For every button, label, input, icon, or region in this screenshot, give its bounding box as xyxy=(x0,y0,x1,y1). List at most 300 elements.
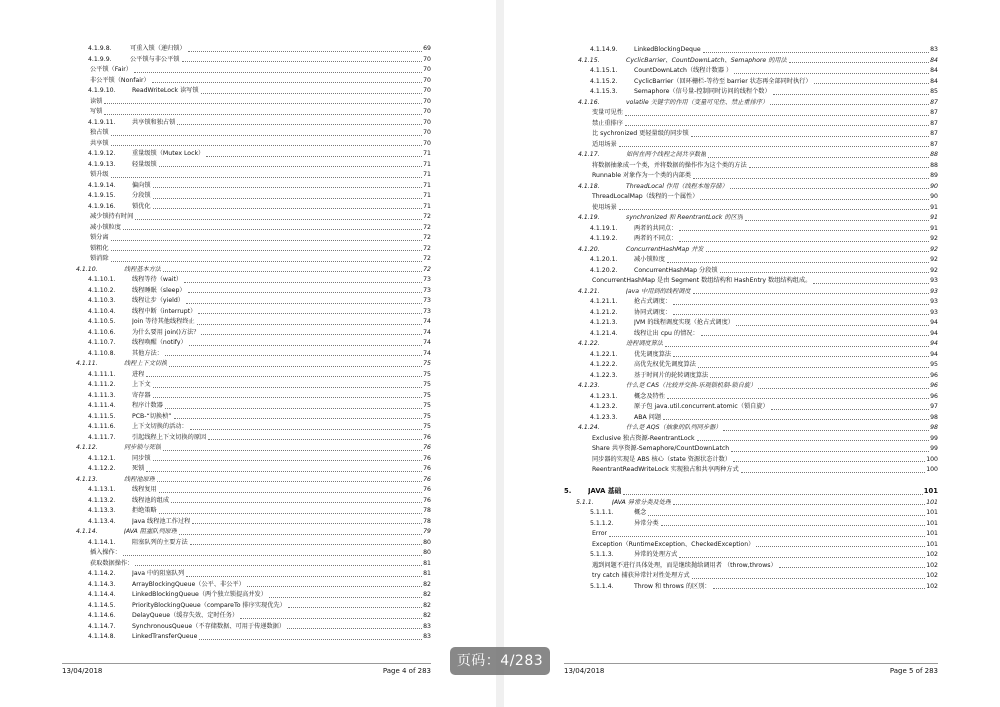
toc-entry[interactable] xyxy=(564,182,938,193)
toc-entry[interactable] xyxy=(62,538,431,549)
toc-entry-page: 73 xyxy=(423,297,431,304)
toc-entry-title: 线程唤醒（notify） xyxy=(132,339,187,346)
toc-entry-page: 101 xyxy=(926,509,938,516)
toc-dot-leader xyxy=(111,261,423,262)
toc-entry[interactable] xyxy=(62,160,431,171)
toc-dot-leader xyxy=(625,115,929,116)
toc-entry-page: 95 xyxy=(930,361,938,368)
toc-entry-number: 4.1.10.1. xyxy=(88,276,116,283)
toc-entry[interactable] xyxy=(564,297,938,308)
toc-entry[interactable] xyxy=(564,540,938,551)
toc-entry[interactable] xyxy=(564,484,938,498)
toc-entry-title: Error xyxy=(592,530,608,537)
toc-entry-number: 4.1.11. xyxy=(76,360,98,367)
toc-dot-leader xyxy=(169,366,422,367)
toc-entry[interactable] xyxy=(564,582,938,593)
toc-entry-page: 76 xyxy=(423,475,431,483)
toc-dot-leader xyxy=(679,241,929,242)
toc-entry[interactable] xyxy=(62,212,431,223)
toc-entry[interactable] xyxy=(564,402,938,413)
toc-entry-page: 102 xyxy=(926,582,938,590)
toc-entry-number: 4.1.21.3. xyxy=(590,319,618,326)
toc-entry-number: 4.1.21. xyxy=(578,287,600,295)
toc-entry[interactable] xyxy=(62,233,431,244)
toc-entry-number: 4.1.9.9. xyxy=(88,55,112,63)
toc-entry-number: 4.1.13.3. xyxy=(88,507,116,514)
toc-dot-leader xyxy=(609,536,925,537)
toc-entry-page: 79 xyxy=(423,528,431,535)
toc-entry[interactable] xyxy=(62,139,431,150)
toc-entry-page: 92 xyxy=(930,256,938,263)
toc-entry-title: 寄存器 xyxy=(132,391,151,399)
toc-entry-title: 两者的共同点： xyxy=(634,224,678,232)
toc-entry[interactable] xyxy=(564,423,938,434)
toc-entry-title: CyclicBarrier（回环栅栏-等待至 barrier 状态再全部同时执行） xyxy=(634,77,812,85)
toc-dot-leader xyxy=(153,460,423,461)
toc-dot-leader xyxy=(713,588,926,589)
toc-entry-page: 93 xyxy=(930,308,938,316)
toc-entry[interactable] xyxy=(62,359,431,370)
toc-entry-title: ReadWriteLock 读写锁 xyxy=(132,87,199,94)
toc-entry-page: 101 xyxy=(923,486,938,495)
toc-entry-page: 81 xyxy=(423,559,431,567)
toc-entry-page: 74 xyxy=(423,349,431,357)
toc-entry-title: 线程复用 xyxy=(132,486,157,493)
toc-dot-leader xyxy=(693,178,929,179)
toc-entry[interactable] xyxy=(62,391,431,402)
toc-entry-number: 4.1.14.7. xyxy=(88,622,116,630)
toc-entry-number: 4.1.14.8. xyxy=(88,633,116,640)
toc-entry-page: 74 xyxy=(423,318,431,325)
toc-entry[interactable] xyxy=(62,170,431,181)
toc-entry-title: LinkedBlockingDeque xyxy=(634,46,701,53)
toc-entry[interactable] xyxy=(62,412,431,423)
toc-entry[interactable] xyxy=(564,266,938,277)
toc-dot-leader xyxy=(623,494,922,495)
toc-entry[interactable] xyxy=(62,401,431,412)
toc-entry-page: 76 xyxy=(423,486,431,493)
toc-dot-leader xyxy=(741,472,926,473)
toc-dot-leader xyxy=(165,355,422,356)
toc-entry-page: 70 xyxy=(423,139,431,147)
toc-entry-number: 4.1.20.2. xyxy=(590,266,618,274)
toc-entry-page: 75 xyxy=(423,402,431,409)
toc-entry-page: 91 xyxy=(930,214,938,221)
toc-entry[interactable] xyxy=(564,519,938,530)
toc-entry[interactable] xyxy=(62,254,431,265)
toc-dot-leader xyxy=(710,377,929,378)
toc-dot-leader xyxy=(770,104,929,105)
toc-entry[interactable] xyxy=(62,181,431,192)
toc-entry[interactable] xyxy=(564,234,938,245)
toc-dot-leader xyxy=(135,219,422,220)
toc-entry[interactable] xyxy=(62,370,431,381)
toc-dot-leader xyxy=(111,250,423,251)
toc-entry[interactable] xyxy=(564,245,938,256)
toc-entry[interactable] xyxy=(62,433,431,444)
toc-entry[interactable] xyxy=(564,339,938,350)
toc-entry-page: 76 xyxy=(423,454,431,462)
toc-entry-page: 75 xyxy=(423,360,431,367)
toc-entry-page: 72 xyxy=(423,223,431,231)
toc-entry-number: 4.1.10.8. xyxy=(88,349,116,357)
toc-entry[interactable] xyxy=(564,350,938,361)
toc-dot-leader xyxy=(174,418,423,419)
toc-entry-number: 4.1.11.5. xyxy=(88,412,116,420)
toc-entry[interactable] xyxy=(564,45,938,56)
toc-entry[interactable] xyxy=(564,455,938,466)
toc-entry-number: 4.1.14.2. xyxy=(88,570,116,577)
toc-entry-page: 87 xyxy=(930,130,938,137)
toc-entry-title: 两者的不同点： xyxy=(634,235,678,242)
toc-entry[interactable] xyxy=(564,413,938,424)
toc-entry[interactable] xyxy=(62,475,431,486)
toc-entry[interactable] xyxy=(62,118,431,129)
toc-entry-page: 93 xyxy=(930,277,938,284)
toc-entry-title: 重量级锁（Mutex Lock） xyxy=(132,150,205,157)
toc-entry-page: 71 xyxy=(423,171,431,178)
toc-entry[interactable] xyxy=(62,485,431,496)
toc-entry[interactable] xyxy=(564,108,938,119)
toc-dot-leader xyxy=(667,398,929,399)
toc-entry-title: PriorityBlockingQueue（compareTo 排序实现优先） xyxy=(132,601,286,609)
toc-dot-leader xyxy=(153,187,423,188)
toc-entry[interactable] xyxy=(62,601,431,612)
toc-entry[interactable] xyxy=(564,161,938,172)
toc-entry-page: 83 xyxy=(423,633,431,640)
toc-entry-title: ArrayBlockingQueue（公平、非公平） xyxy=(132,580,245,588)
document-page-left xyxy=(0,0,496,707)
toc-entry[interactable] xyxy=(62,244,431,255)
toc-entry[interactable] xyxy=(564,392,938,403)
toc-dot-leader xyxy=(745,220,929,221)
toc-entry-page: 73 xyxy=(423,286,431,294)
toc-entry-title: 使用场景 xyxy=(592,203,617,211)
toc-entry[interactable] xyxy=(62,632,431,643)
toc-entry-title: 减小锁粒度 xyxy=(90,223,121,231)
toc-entry-number: 4.1.17. xyxy=(578,151,600,158)
toc-entry-title: 线程基本方法 xyxy=(124,265,162,273)
toc-entry-title: DelayQueue（缓存失效、定时任务） xyxy=(132,612,239,619)
toc-entry[interactable] xyxy=(62,328,431,339)
toc-entry[interactable] xyxy=(62,569,431,580)
toc-entry[interactable] xyxy=(62,506,431,517)
toc-entry-title: LinkedTransferQueue xyxy=(132,633,198,640)
toc-entry-title: Share 共享资源-Semaphore/CountDownLatch xyxy=(592,445,730,452)
toc-dot-leader xyxy=(206,156,422,157)
toc-entry-page: 70 xyxy=(423,66,431,73)
toc-entry-page: 100 xyxy=(926,455,938,463)
toc-entry-number: 4.1.18. xyxy=(578,182,600,190)
toc-dot-leader xyxy=(240,618,422,619)
toc-entry[interactable] xyxy=(564,444,938,455)
toc-entry-page: 82 xyxy=(423,601,431,609)
toc-entry-number: 4.1.11.2. xyxy=(88,381,116,388)
toc-entry[interactable] xyxy=(564,550,938,561)
toc-dot-leader xyxy=(789,62,929,63)
toc-entry[interactable] xyxy=(564,150,938,161)
toc-dot-leader xyxy=(111,135,423,136)
toc-entry-page: 72 xyxy=(423,255,431,262)
toc-entry[interactable] xyxy=(62,590,431,601)
toc-entry-number: 4.1.10.5. xyxy=(88,318,116,325)
toc-entry[interactable] xyxy=(564,360,938,371)
toc-entry-number: 4.1.11.4. xyxy=(88,402,116,409)
toc-entry-page: 87 xyxy=(930,119,938,127)
toc-entry[interactable] xyxy=(564,434,938,445)
toc-entry[interactable] xyxy=(62,223,431,234)
toc-entry-title: 优先调度算法 xyxy=(634,350,672,358)
toc-entry-page: 101 xyxy=(926,530,938,537)
toc-entry[interactable] xyxy=(564,498,938,509)
toc-entry[interactable] xyxy=(564,465,938,476)
toc-entry[interactable] xyxy=(62,286,431,297)
toc-entry[interactable] xyxy=(564,529,938,540)
toc-entry-page: 76 xyxy=(423,444,431,451)
toc-entry-page: 94 xyxy=(930,319,938,326)
toc-entry-page: 101 xyxy=(926,519,938,527)
toc-entry-page: 76 xyxy=(423,496,431,504)
toc-entry-page: 102 xyxy=(926,561,938,569)
toc-dot-leader xyxy=(153,198,423,199)
toc-entry-title: JAVA 异常分类及处理 xyxy=(612,498,672,506)
toc-entry[interactable] xyxy=(62,454,431,465)
toc-entry[interactable] xyxy=(62,464,431,475)
toc-entry[interactable] xyxy=(62,517,431,528)
toc-entry-page: 84 xyxy=(930,77,938,85)
toc-entry-title: 死锁 xyxy=(132,465,145,472)
toc-entry[interactable] xyxy=(62,65,431,76)
toc-dot-leader xyxy=(111,177,423,178)
toc-entry-page: 78 xyxy=(423,517,431,525)
toc-dot-leader xyxy=(665,346,929,347)
toc-entry-title: 将数据抽象成一个类，并将数据的操作作为这个类的方法 xyxy=(592,161,747,169)
toc-entry-title: Runnable 对象作为一个类的内部类 xyxy=(592,172,692,179)
toc-entry-title: 什么是 AQS（抽象的队列同步器） xyxy=(626,424,722,431)
toc-entry-page: 72 xyxy=(423,265,431,273)
toc-entry[interactable] xyxy=(62,559,431,570)
toc-entry-page: 83 xyxy=(423,622,431,630)
toc-entry-page: 96 xyxy=(930,371,938,379)
toc-entry-title: ThreadLocal 作用（线程本地存储） xyxy=(626,182,728,190)
toc-entry-number: 4.1.9.10. xyxy=(88,87,116,94)
toc-entry[interactable] xyxy=(62,76,431,87)
toc-entry[interactable] xyxy=(62,296,431,307)
toc-entry-page: 96 xyxy=(930,392,938,400)
toc-entry[interactable] xyxy=(62,580,431,591)
toc-entry-number: 4.1.22.1. xyxy=(590,350,618,358)
toc-entry[interactable] xyxy=(62,191,431,202)
toc-entry[interactable] xyxy=(62,44,431,55)
toc-entry[interactable] xyxy=(564,308,938,319)
toc-entry-number: 4.1.13.2. xyxy=(88,496,116,504)
toc-dot-leader xyxy=(104,103,422,104)
toc-entry-page: 71 xyxy=(423,202,431,210)
toc-spacer xyxy=(564,476,938,484)
toc-entry-number: 4.1.9.15. xyxy=(88,192,116,199)
toc-entry[interactable] xyxy=(564,87,938,98)
toc-entry[interactable] xyxy=(564,98,938,109)
toc-dot-leader xyxy=(701,335,929,336)
toc-entry-title: 锁升级 xyxy=(90,171,109,178)
toc-entry-page: 70 xyxy=(423,55,431,63)
toc-dot-leader xyxy=(703,52,929,53)
toc-entry[interactable] xyxy=(62,422,431,433)
toc-entry-number: 4.1.10.6. xyxy=(88,328,116,336)
toc-entry-title: 锁粗化 xyxy=(90,244,109,252)
toc-entry-page: 101 xyxy=(926,498,938,506)
toc-entry-number: 4.1.14.5. xyxy=(88,601,116,609)
toc-dot-leader xyxy=(163,450,422,451)
toc-entry[interactable] xyxy=(564,171,938,182)
toc-entry-number: 4.1.12.1. xyxy=(88,454,116,462)
toc-entry[interactable] xyxy=(62,107,431,118)
toc-entry-page: 70 xyxy=(423,76,431,84)
toc-entry-title: 其他方法： xyxy=(132,349,163,357)
toc-entry[interactable] xyxy=(564,318,938,329)
toc-entry[interactable] xyxy=(564,287,938,298)
toc-entry-number: 4.1.11.1. xyxy=(88,370,116,378)
toc-entry[interactable] xyxy=(564,508,938,519)
toc-entry-number: 5.1.1.1. xyxy=(590,509,614,516)
toc-entry-page: 70 xyxy=(423,129,431,136)
toc-entry[interactable] xyxy=(62,338,431,349)
toc-list xyxy=(564,45,938,592)
toc-entry[interactable] xyxy=(564,192,938,203)
toc-entry[interactable] xyxy=(564,66,938,77)
toc-entry[interactable] xyxy=(564,213,938,224)
toc-dot-leader xyxy=(736,325,929,326)
toc-entry[interactable] xyxy=(564,381,938,392)
toc-entry[interactable] xyxy=(564,371,938,382)
toc-entry-title: 遇到问题不进行具体处理，而是继续抛给调用者 （throw,throws） xyxy=(592,561,777,569)
toc-entry-number: 4.1.11.6. xyxy=(88,423,116,430)
toc-dot-leader xyxy=(159,166,422,167)
toc-entry-title: 共享锁和独占锁 xyxy=(132,118,176,126)
toc-entry-page: 92 xyxy=(930,266,938,274)
toc-entry-page: 71 xyxy=(423,160,431,168)
toc-entry[interactable] xyxy=(564,255,938,266)
toc-entry-number: 4.1.11.3. xyxy=(88,391,116,399)
toc-dot-leader xyxy=(667,262,929,263)
toc-entry-number: 4.1.10.4. xyxy=(88,307,116,315)
toc-entry-page: 87 xyxy=(930,109,938,116)
toc-entry-page: 99 xyxy=(930,434,938,442)
toc-entry[interactable] xyxy=(62,55,431,66)
toc-entry[interactable] xyxy=(564,56,938,67)
toc-entry-title: 共享锁 xyxy=(90,139,109,147)
toc-entry-title: 线程池原理 xyxy=(124,475,155,483)
toc-entry-title: 为什么要用 join()方法？ xyxy=(132,328,200,336)
toc-entry-title: 线程池的组成 xyxy=(132,496,170,504)
toc-entry[interactable] xyxy=(62,622,431,633)
toc-dot-leader xyxy=(706,251,930,252)
toc-entry[interactable] xyxy=(564,329,938,340)
toc-entry-page: 94 xyxy=(930,329,938,337)
toc-dot-leader xyxy=(619,146,929,147)
toc-dot-leader xyxy=(692,578,926,579)
toc-entry-title: 减小锁粒度 xyxy=(634,256,665,263)
toc-entry[interactable] xyxy=(62,149,431,160)
toc-entry-page: 82 xyxy=(423,612,431,619)
toc-entry[interactable] xyxy=(564,77,938,88)
toc-entry-number: 4.1.15.1. xyxy=(590,67,618,74)
toc-entry[interactable] xyxy=(62,527,431,538)
toc-entry[interactable] xyxy=(62,265,431,276)
toc-entry-title: 锁优化 xyxy=(132,202,151,210)
toc-entry[interactable] xyxy=(62,128,431,139)
toc-dot-leader xyxy=(673,304,929,305)
toc-entry[interactable] xyxy=(62,97,431,108)
toc-dot-leader xyxy=(700,199,929,200)
toc-entry-number: 4.1.13.1. xyxy=(88,486,116,493)
toc-entry-title: 抢占式调度： xyxy=(634,298,672,305)
toc-entry-title: Semaphore（信号量-控制同时访问的线程个数） xyxy=(634,88,771,95)
toc-entry[interactable] xyxy=(62,275,431,286)
toc-entry[interactable] xyxy=(564,140,938,151)
toc-entry[interactable] xyxy=(62,86,431,97)
toc-entry-number: 4.1.23.3. xyxy=(590,413,618,421)
document-page-right xyxy=(504,0,1000,707)
toc-entry-number: 4.1.9.16. xyxy=(88,202,116,210)
toc-entry[interactable] xyxy=(564,276,938,287)
toc-dot-leader xyxy=(733,461,925,462)
toc-entry-page: 89 xyxy=(930,172,938,179)
toc-entry[interactable] xyxy=(62,349,431,360)
toc-entry-title: 基于时间片的轮转调度算法 xyxy=(634,371,709,379)
toc-entry-number: 4.1.21.4. xyxy=(590,329,618,337)
toc-entry[interactable] xyxy=(62,317,431,328)
toc-dot-leader xyxy=(723,430,929,431)
toc-dot-leader xyxy=(773,94,929,95)
toc-entry-title: try catch 捕获异常针对性处理方式 xyxy=(592,572,690,579)
toc-entry-page: 92 xyxy=(930,235,938,242)
toc-entry[interactable] xyxy=(62,443,431,454)
toc-entry[interactable] xyxy=(564,203,938,214)
toc-entry[interactable] xyxy=(564,224,938,235)
toc-entry[interactable] xyxy=(62,496,431,507)
toc-dot-leader xyxy=(190,544,422,545)
toc-entry-page: 97 xyxy=(930,403,938,410)
toc-dot-leader xyxy=(165,408,422,409)
toc-dot-leader xyxy=(758,388,929,389)
toc-entry[interactable] xyxy=(564,571,938,582)
toc-entry-title: ABA 问题 xyxy=(634,413,662,421)
toc-entry-number: 4.1.21.2. xyxy=(590,308,618,316)
toc-entry-page: 70 xyxy=(423,118,431,126)
toc-dot-leader xyxy=(146,376,422,377)
toc-entry[interactable] xyxy=(564,119,938,130)
footer-page-number: Page 4 of 283 xyxy=(382,667,431,675)
toc-entry-number: 4.1.15.2. xyxy=(590,77,618,85)
toc-entry[interactable] xyxy=(564,129,938,140)
toc-dot-leader xyxy=(153,208,423,209)
toc-dot-leader xyxy=(813,283,929,284)
toc-entry-title: ConcurrentHashMap 并发 xyxy=(626,245,704,253)
toc-entry-title: 拒绝策略 xyxy=(132,507,157,514)
toc-entry[interactable] xyxy=(62,611,431,622)
toc-entry-title: 同步锁 xyxy=(132,454,151,462)
toc-entry[interactable] xyxy=(62,202,431,213)
toc-entry[interactable] xyxy=(62,380,431,391)
toc-entry-title: 线程让步（yield） xyxy=(132,297,184,304)
toc-entry-number: 4.1.14. xyxy=(76,528,98,535)
toc-entry[interactable] xyxy=(62,307,431,318)
toc-entry-number: 4.1.14.1. xyxy=(88,538,116,546)
toc-entry[interactable] xyxy=(62,548,431,559)
toc-entry[interactable] xyxy=(564,561,938,572)
toc-entry-title: 概念及特性 xyxy=(634,392,665,400)
